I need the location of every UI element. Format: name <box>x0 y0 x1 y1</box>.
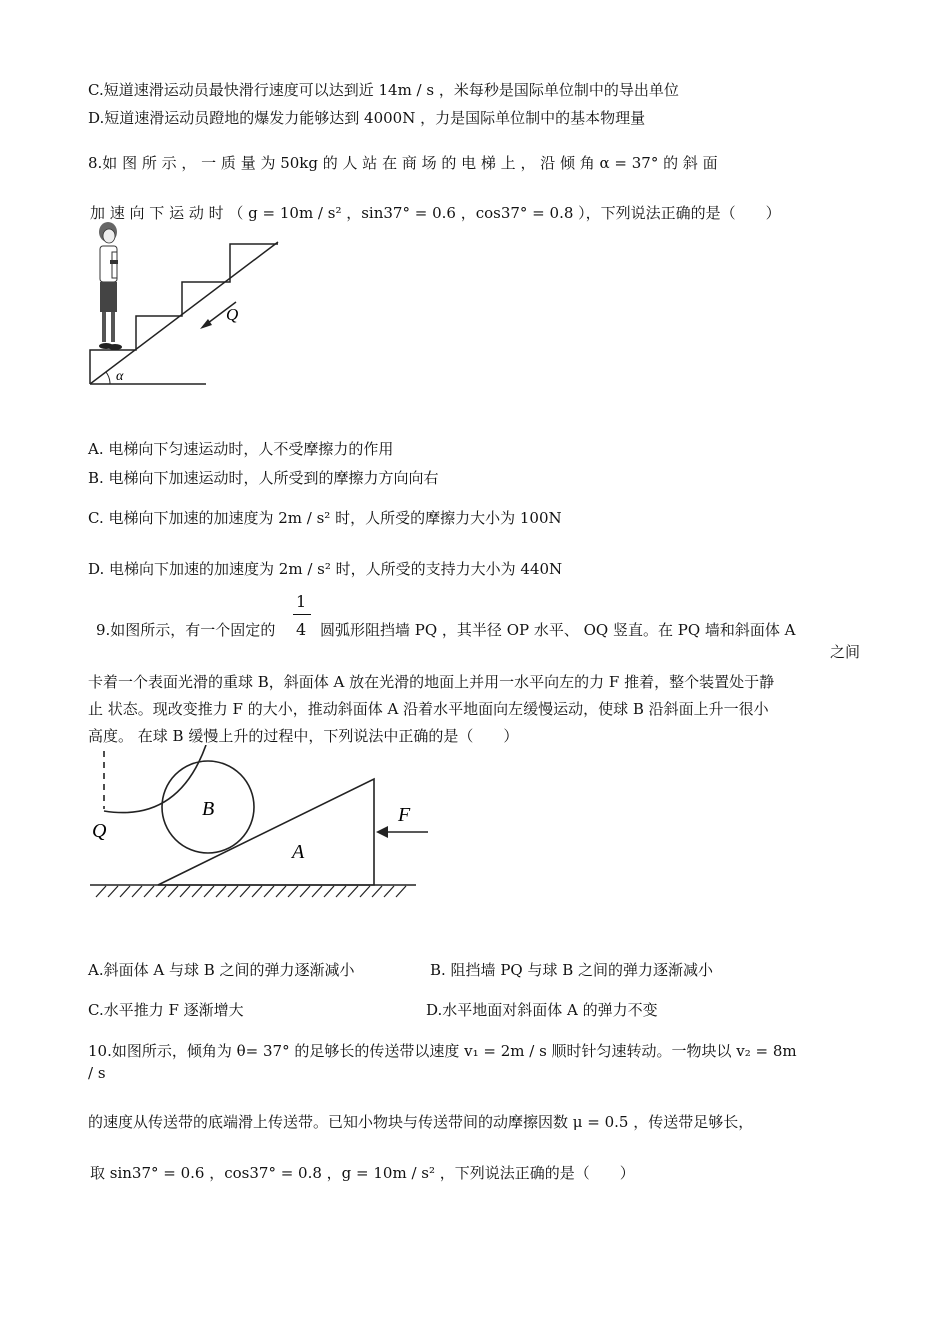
q8-option-c: C. 电梯向下加速的加速度为 2m / s² 时，人所受的摩擦力大小为 100N <box>88 509 562 527</box>
q9-stem-line2: 卡着一个表面光滑的重球 B，斜面体 A 放在光滑的地面上并用一水平向左的力 F 推着，整个装置处于静 <box>88 673 775 691</box>
q8-option-d: D. 电梯向下加速的加速度为 2m / s² 时，人所受的支持力大小为 440N <box>88 560 563 578</box>
angle-alpha-label: α <box>116 369 124 384</box>
q9-stem-line1-end: 之间 <box>830 643 861 661</box>
person-figure <box>99 222 122 350</box>
q7-option-c: C.短道速滑运动员最快滑行速度可以达到近 14m / s ，米每秒是国际单位制中的导出单位 <box>88 81 679 99</box>
q9-option-c: C.水平推力 F 逐渐增大 <box>88 1001 244 1019</box>
q9-stem-line1: 圆弧形阻挡墙 PQ ，其半径 OP 水平、 OQ 竖直。在 PQ 墙和斜面体 A <box>320 621 796 639</box>
q9-stem-line1-prefix: 9.如图所示，有一个固定的 <box>96 621 276 639</box>
q8-stem-line1: 8.如 图 所 示 ， 一 质 量 为 50kg 的 人 站 在 商 场 的 电 梯 上 ， 沿 倾 角 α = 37° 的 斜 面 <box>88 154 718 172</box>
q10-stem-line3: 取 sin37° = 0.6 ，cos37° = 0.8 ，g = 10m / s² ，下列说法正确的是（ ） <box>90 1164 635 1182</box>
q8-option-a: A. 电梯向下匀速运动时，人不受摩擦力的作用 <box>88 440 394 458</box>
label-q: Q <box>92 820 107 842</box>
q9-option-b: B. 阻挡墙 PQ 与球 B 之间的弹力逐渐减小 <box>430 961 714 979</box>
q9-fraction-bar <box>293 614 311 615</box>
q9-fraction-denominator: 4 <box>296 620 307 639</box>
arrow-q-label: Q <box>226 305 239 324</box>
q9-option-a: A.斜面体 A 与球 B 之间的弹力逐渐减小 <box>88 961 355 979</box>
q9-option-d: D.水平地面对斜面体 A 的弹力不变 <box>426 1001 658 1019</box>
q10-stem-line1-wrap: / s <box>88 1064 106 1082</box>
wall-ball-incline-figure <box>88 745 428 905</box>
q8-stem-line2: 加 速 向 下 运 动 时 （ g = 10m / s² ，sin37° = 0.6 ，cos37° = 0.8 ），下列说法正确的是（ ） <box>90 204 781 222</box>
q10-stem-line1: 10.如图所示，倾角为 θ= 37° 的足够长的传送带以速度 v₁ = 2m / s 顺时针匀速转动。一物块以 v₂ = 8m <box>88 1042 797 1060</box>
q8-option-b: B. 电梯向下加速运动时，人所受到的摩擦力方向向右 <box>88 469 439 487</box>
label-incline-a: A <box>292 841 305 863</box>
q7-option-d: D.短道速滑运动员蹬地的爆发力能够达到 4000N ，力是国际单位制中的基本物理量 <box>88 109 646 127</box>
label-force-f: F <box>398 804 411 826</box>
q9-stem-line3: 止 状态。现改变推力 F 的大小，推动斜面体 A 沿着水平地面向左缓慢运动，使球 B 沿斜面上升一很小 <box>88 700 769 718</box>
q9-stem-line4: 高度。 在球 B 缓慢上升的过程中，下列说法中正确的是（ ） <box>88 727 519 745</box>
q9-fraction-numerator: 1 <box>296 592 307 611</box>
q10-stem-line2: 的速度从传送带的底端滑上传送带。已知小物块与传送带间的动摩擦因数 μ = 0.5 ，传送带足够长， <box>88 1113 754 1131</box>
label-ball-b: B <box>202 798 215 820</box>
escalator-figure <box>88 220 288 392</box>
